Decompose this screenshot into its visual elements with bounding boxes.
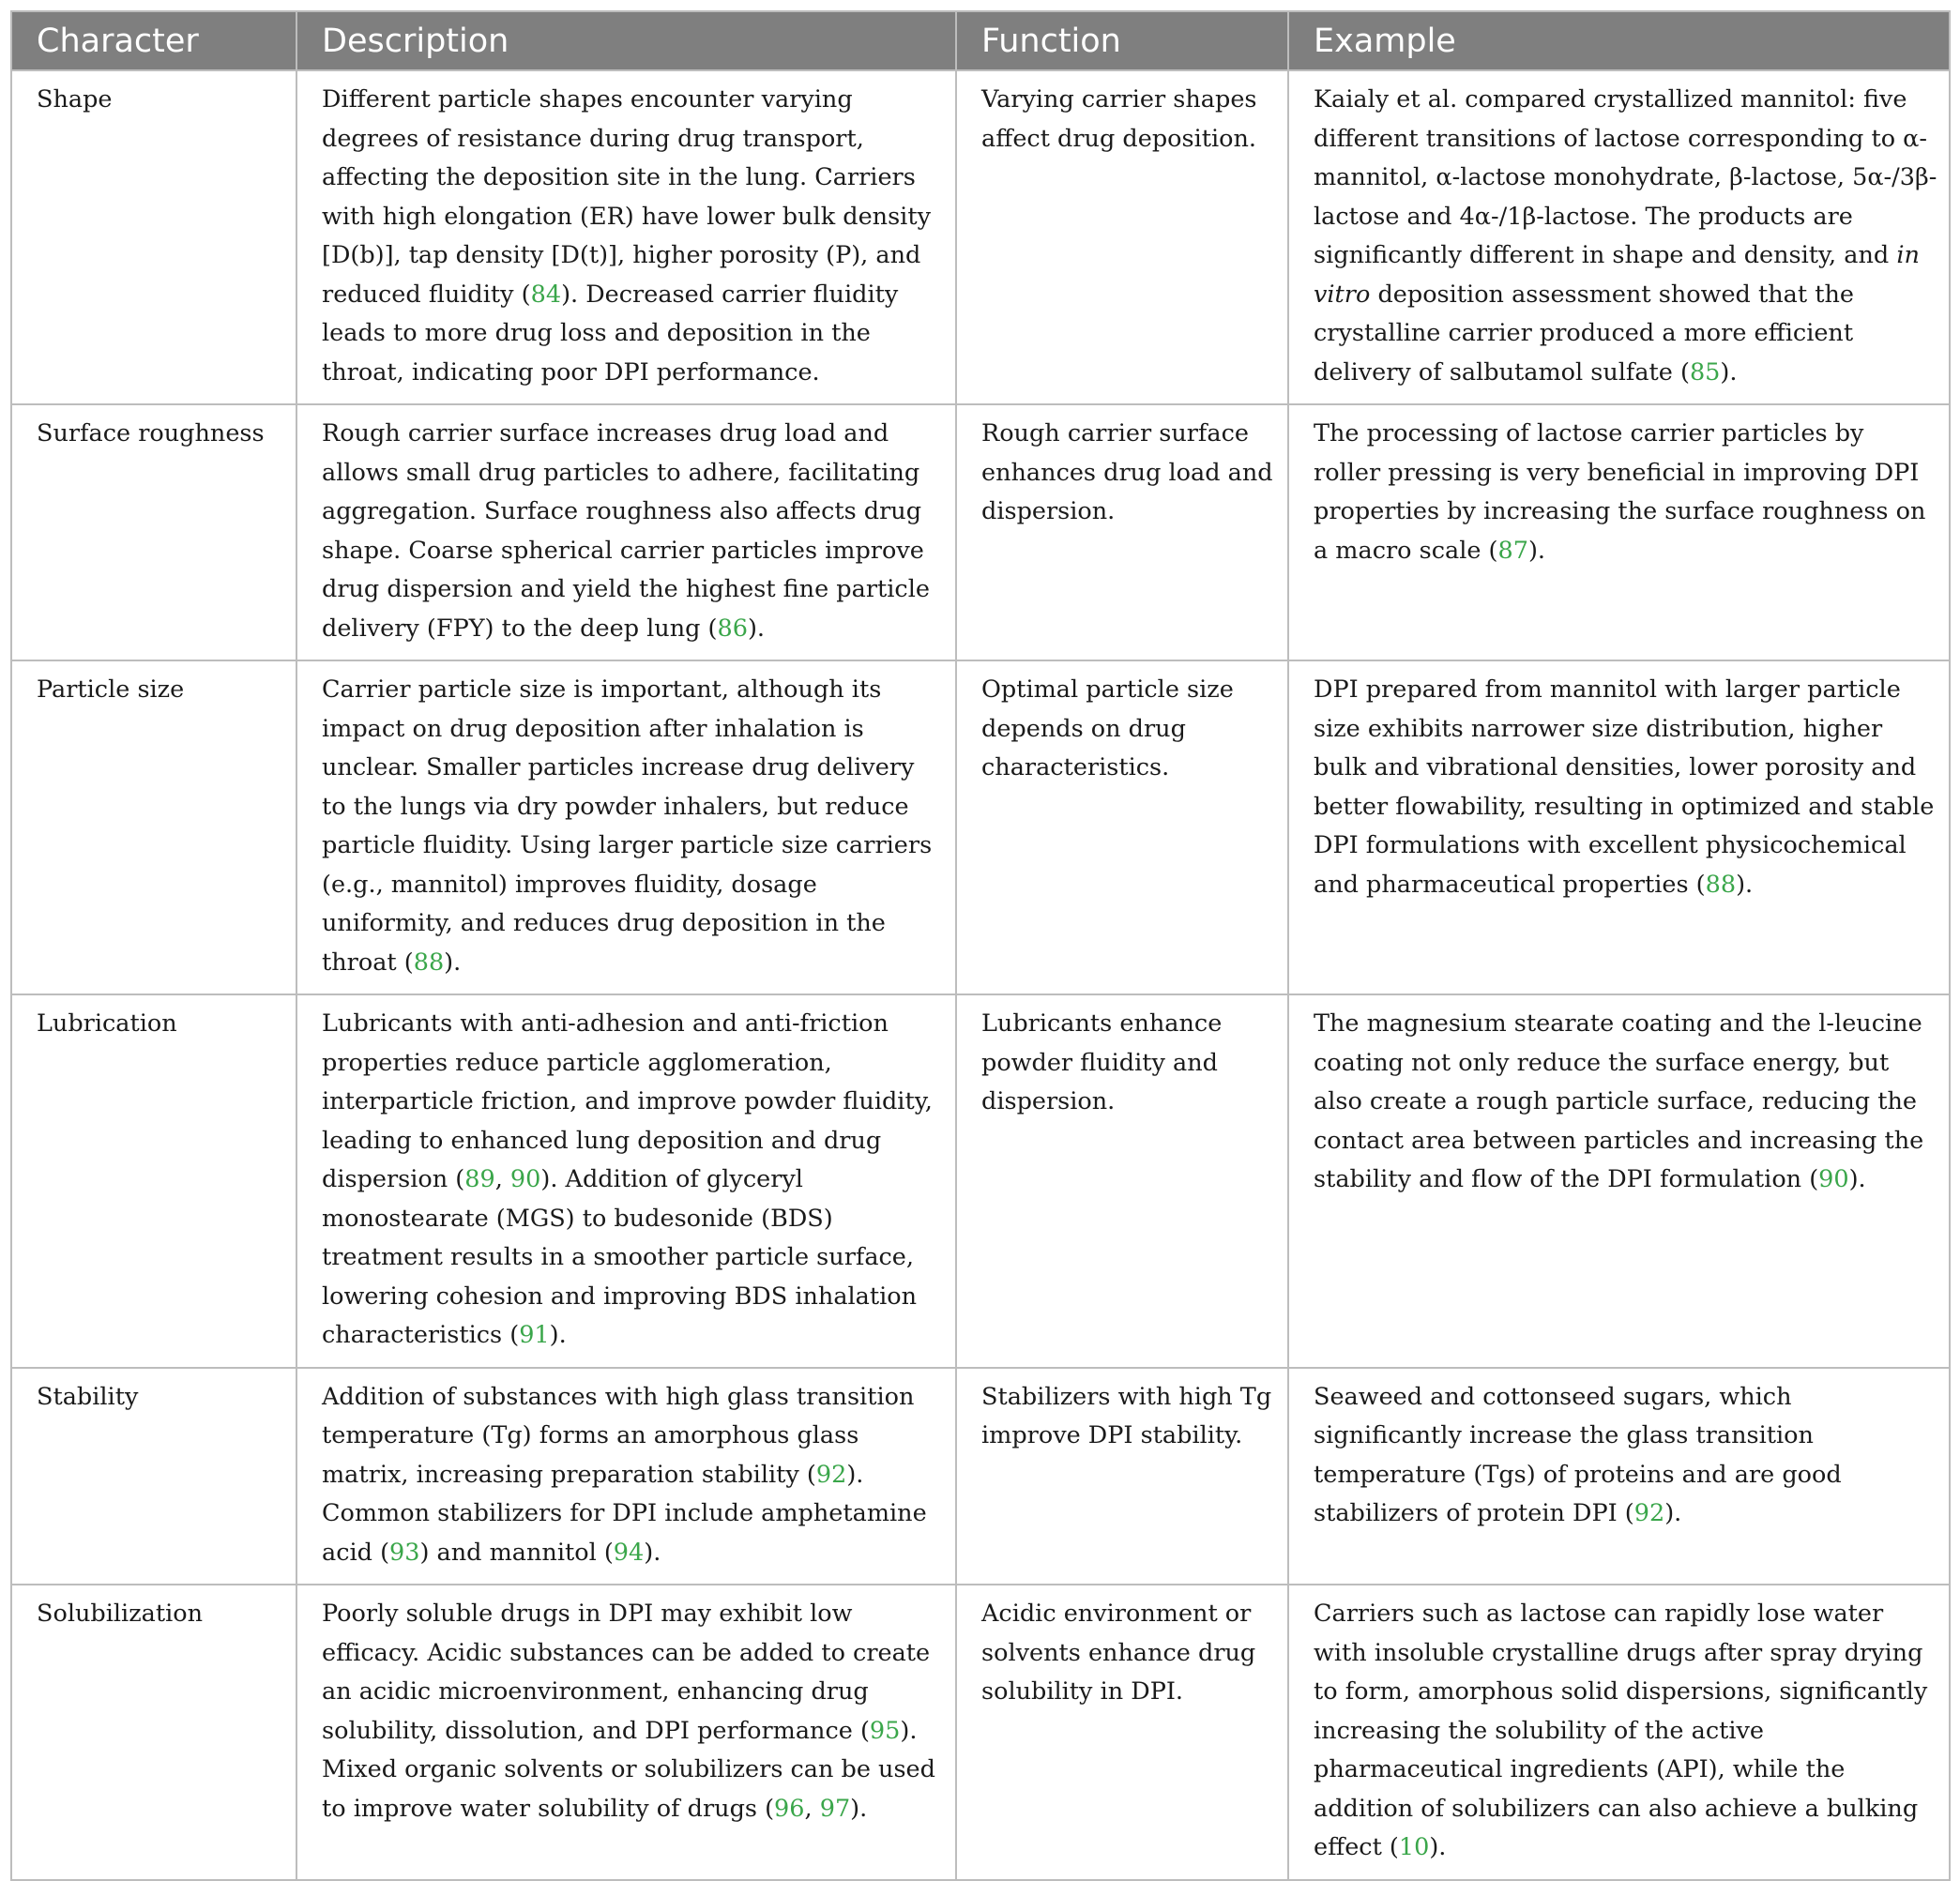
cell-example [1288,660,1950,994]
cell-text: ). [850,1794,868,1823]
citation-link[interactable]: 96 [774,1794,805,1823]
citation-link[interactable]: 97 [819,1794,851,1823]
cell-description [296,994,956,1368]
cell-text: Carrier particle size is important, although its impact on drug deposition after inhalation is unclear. Smaller particles increase drug delivery to the lungs via dry powder inhalers, but reduce particle fluidity. Using larger particle size carriers (e.g., mannitol) improves fluidity, dosage uniformity, and reduces drug deposition in the throat ( [322,675,933,977]
citation-link[interactable]: 89 [464,1165,495,1193]
header-function: Function [956,11,1288,70]
cell-description [296,660,956,994]
cell-text: ). Decreased carrier fluidity leads to more drug loss and deposition in the throat, indicating poor DPI performance. [322,280,899,387]
cell-text: ). [1429,1833,1447,1861]
table-row [11,994,1950,1368]
cell-example [1288,994,1950,1368]
header-row [11,11,1950,70]
cell-text: Kaialy et al. compared crystallized mannitol: five different transitions of lactose corresponding to α-mannitol, α-lactose monohydrate, β-lactose, 5α-/3β-lactose and 4α-/1β-lactose. The products are significantly different in shape and density, and [1314,85,1937,269]
cell-text: ). [1527,536,1546,565]
header-description: Description [296,11,956,70]
cell-text: DPI prepared from mannitol with larger particle size exhibits narrower size distribution, higher bulk and vibrational densities, lower porosity and better flowability, resulting in optimized and stable DPI formulations with excellent physicochemical and pharmaceutical properties ( [1314,675,1935,899]
cell-text: Addition of substances with high glass transition temperature (Tg) forms an amorphous glass matrix, increasing preparation stability ( [322,1382,915,1489]
data-table [10,10,1951,1881]
citation-link[interactable]: 94 [613,1538,645,1567]
cell-function: Acidic environment or solvents enhance drug solubility in DPI. [956,1585,1288,1880]
citation-link[interactable]: 10 [1398,1833,1430,1861]
table-row [11,1368,1950,1585]
italic-text: in vitro [1314,241,1920,309]
header-character: Character [11,11,296,70]
table-row [11,660,1950,994]
cell-text: ). [549,1321,567,1349]
cell-text: Poorly soluble drugs in DPI may exhibit low efficacy. Acidic substances can be added to create an acidic microenvironment, enhancing drug solubility, dissolution, and DPI performance ( [322,1600,931,1745]
cell-text: ). [747,614,766,643]
cell-character: Solubilization [11,1585,296,1880]
citation-link[interactable]: 87 [1497,536,1528,565]
citation-link[interactable]: 90 [1818,1165,1849,1193]
cell-text: deposition assessment showed that the crystalline carrier produced a more efficient delivery of salbutamol sulfate ( [1314,280,1854,387]
cell-description [296,70,956,404]
cell-text: ). Common stabilizers for DPI include amphetamine acid ( [322,1460,927,1567]
citation-link[interactable]: 84 [530,280,562,309]
table-header [11,11,1950,70]
cell-character: Shape [11,70,296,404]
cell-text: Lubricants with anti-adhesion and anti-friction properties reduce particle agglomeration, interparticle friction, and improve powder fluidity, leading to enhanced lung deposition and drug dispersion ( [322,1009,933,1193]
cell-text: The processing of lactose carrier particles by roller pressing is very beneficial in improving DPI properties by increasing the surface roughness on a macro scale ( [1314,419,1926,565]
cell-text: ). [1736,870,1754,899]
citation-link[interactable]: 88 [1705,870,1737,899]
citation-link[interactable]: 88 [413,948,445,977]
citation-link[interactable]: 92 [815,1460,847,1489]
cell-function: Stabilizers with high Tg improve DPI stability. [956,1368,1288,1585]
cell-description [296,1368,956,1585]
cell-function: Rough carrier surface enhances drug load and dispersion. [956,404,1288,660]
cell-function: Varying carrier shapes affect drug deposition. [956,70,1288,404]
citation-link[interactable]: 92 [1633,1499,1665,1527]
cell-example [1288,1368,1950,1585]
cell-text: ). [1664,1499,1682,1527]
cell-function: Optimal particle size depends on drug characteristics. [956,660,1288,994]
citation-link[interactable]: 90 [509,1165,541,1193]
cell-text: ). [1848,1165,1866,1193]
cell-text: ). [1720,357,1738,387]
table-row [11,70,1950,404]
table-row [11,1585,1950,1880]
cell-text: ) and mannitol ( [419,1538,614,1567]
cell-text: Carriers such as lactose can rapidly lose water with insoluble crystalline drugs after spray drying to form, amorphous solid dispersions, significantly increasing the solubility of the active pharmaceutical ingredients (API), while the addition of solubilizers can also achieve a bulking effect ( [1314,1600,1928,1861]
citation-link[interactable]: 85 [1689,357,1721,387]
cell-text: ). Addition of glyceryl monostearate (MGS) to budesonide (BDS) treatment results in a smoother particle surface, lowering cohesion and improving BDS inhalation characteristics ( [322,1165,918,1349]
header-example: Example [1288,11,1950,70]
cell-function: Lubricants enhance powder fluidity and dispersion. [956,994,1288,1368]
cell-character: Particle size [11,660,296,994]
cell-example [1288,1585,1950,1880]
table-body [11,70,1950,1880]
cell-text: Rough carrier surface increases drug load and allows small drug particles to adhere, facilitating aggregation. Surface roughness also affects drug shape. Coarse spherical carrier particles improve drug dispersion and yield the highest fine particle delivery (FPY) to the deep lung ( [322,419,930,643]
table-row [11,404,1950,660]
citation-link[interactable]: 93 [389,1538,420,1567]
cell-text: Seaweed and cottonseed sugars, which significantly increase the glass transition temperature (Tgs) of proteins and are good stabilizers of protein DPI ( [1314,1382,1842,1527]
cell-text: ). Mixed organic solvents or solubilizers can be used to improve water solubility of drugs ( [322,1716,935,1823]
cell-description [296,404,956,660]
cell-example [1288,404,1950,660]
cell-text: , [494,1165,510,1193]
cell-text: ). [644,1538,661,1567]
cell-description [296,1585,956,1880]
citation-link[interactable]: 91 [519,1321,550,1349]
cell-text: The magnesium stearate coating and the l-leucine coating not only reduce the surface energy, but also create a rough particle surface, reducing the contact area between particles and increasing the stability and flow of the DPI formulation ( [1314,1009,1924,1193]
citation-link[interactable]: 86 [717,614,748,643]
cell-text: , [804,1794,820,1823]
citation-link[interactable]: 95 [869,1716,901,1745]
cell-text: ). [444,948,462,977]
cell-character: Stability [11,1368,296,1585]
cell-example [1288,70,1950,404]
cell-character: Surface roughness [11,404,296,660]
cell-text: Different particle shapes encounter varying degrees of resistance during drug transport, affecting the deposition site in the lung. Carriers with high elongation (ER) have lower bulk density [D(b)], tap density [D(t)], higher porosity (P), and reduced fluidity ( [322,85,931,309]
cell-character: Lubrication [11,994,296,1368]
